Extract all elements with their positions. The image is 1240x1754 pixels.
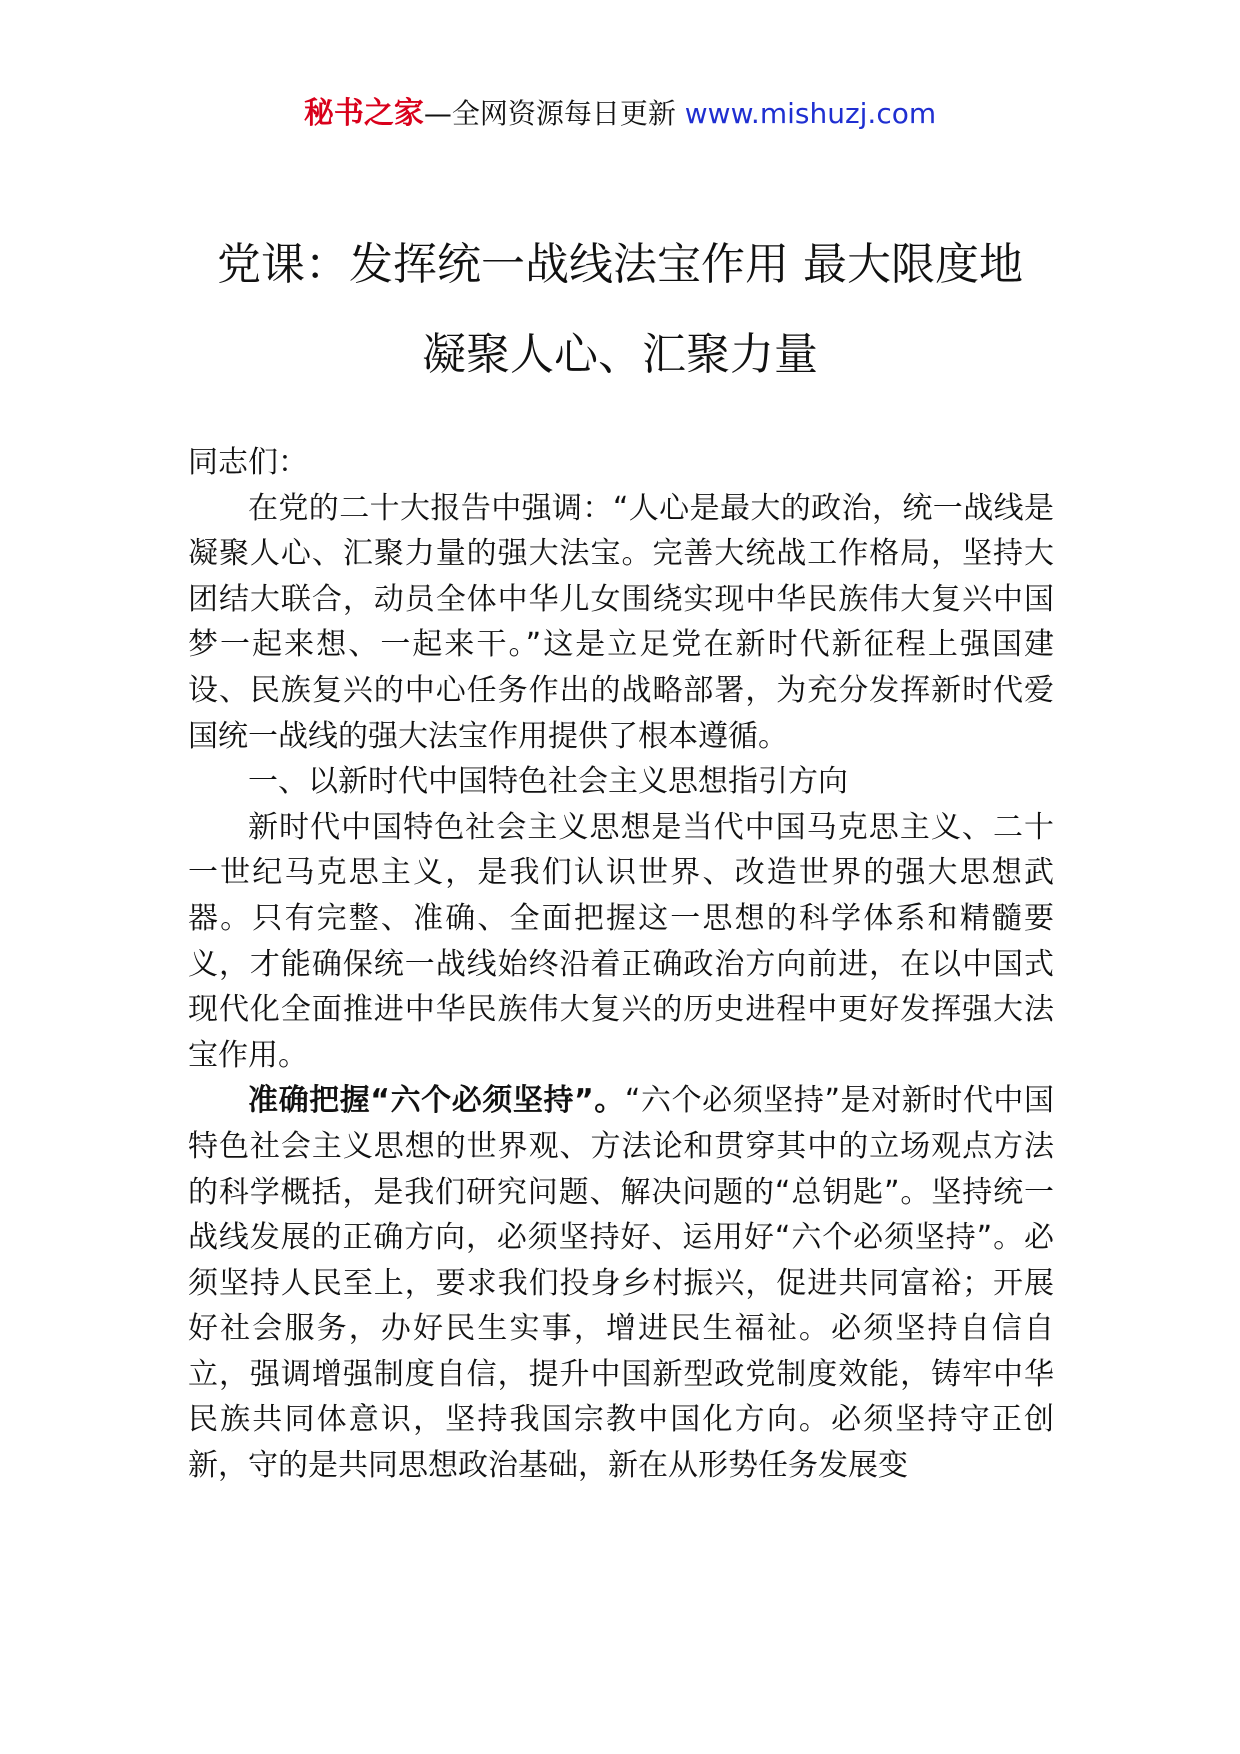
paragraph-six-musts-body: “六个必须坚持”是对新时代中国特色社会主义思想的世界观、方法论和贯穿其中的立场观点方法的科学概括，是我们研究问题、解决问题的“总钥匙”。坚持统一战线发展的正确方向，必须坚持好、运用好“六个必须坚持”。必须坚持人民至上，要求我们投身乡村振兴，促进共同富裕；开展好社会服务，办好民生实事，增进民生福祉。必须坚持自信自立，强调增强制度自信，提升中国新型政党制度效能，铸牢中华民族共同体意识，坚持我国宗教中国化方向。必须坚持守正创新，守的是共同思想政治基础，新在从形势任务发展变 (188, 1083, 1054, 1484)
paragraph-intro: 在党的二十大报告中强调：“人心是最大的政治，统一战线是凝聚人心、汇聚力量的强大法宝。完善大统战工作格局，坚持大团结大联合，动员全体中华儿女围绕实现中华民族伟大复兴中国梦一起来想、一起来干。”这是立足党在新时代新征程上强国建设、民族复兴的中心任务作出的战略部署，为充分发挥新时代爱国统一战线的强大法宝作用提供了根本遵循。 (188, 490, 1054, 754)
document-title (150, 220, 1090, 400)
paragraph-section1: 新时代中国特色社会主义思想是当代中国马克思主义、二十一世纪马克思主义，是我们认识世界、改造世界的强大思想武器。只有完整、准确、全面把握这一思想的科学体系和精髓要义，才能确保统一战线始终沿着正确政治方向前进，在以中国式现代化全面推进中华民族伟大复兴的历史进程中更好发挥强大法宝作用。 (188, 809, 1054, 1073)
greeting: 同志们： (188, 445, 308, 480)
paragraph-lead-bold: 准确把握“六个必须坚持”。 (248, 1083, 625, 1119)
section-heading-1: 一、以新时代中国特色社会主义思想指引方向 (248, 764, 848, 800)
document-body (188, 440, 1054, 1489)
paragraph-six-musts (188, 1078, 1054, 1488)
header-tagline: —全网资源每日更新 (423, 97, 676, 130)
brand-name: 秘书之家 (303, 96, 424, 131)
site-url-link[interactable]: www.mishuzj.com (684, 97, 937, 130)
title-line-1: 党课：发挥统一战线法宝作用 最大限度地 (217, 239, 1023, 290)
title-line-2: 凝聚人心、汇聚力量 (422, 329, 818, 380)
site-header-banner (0, 94, 1240, 134)
